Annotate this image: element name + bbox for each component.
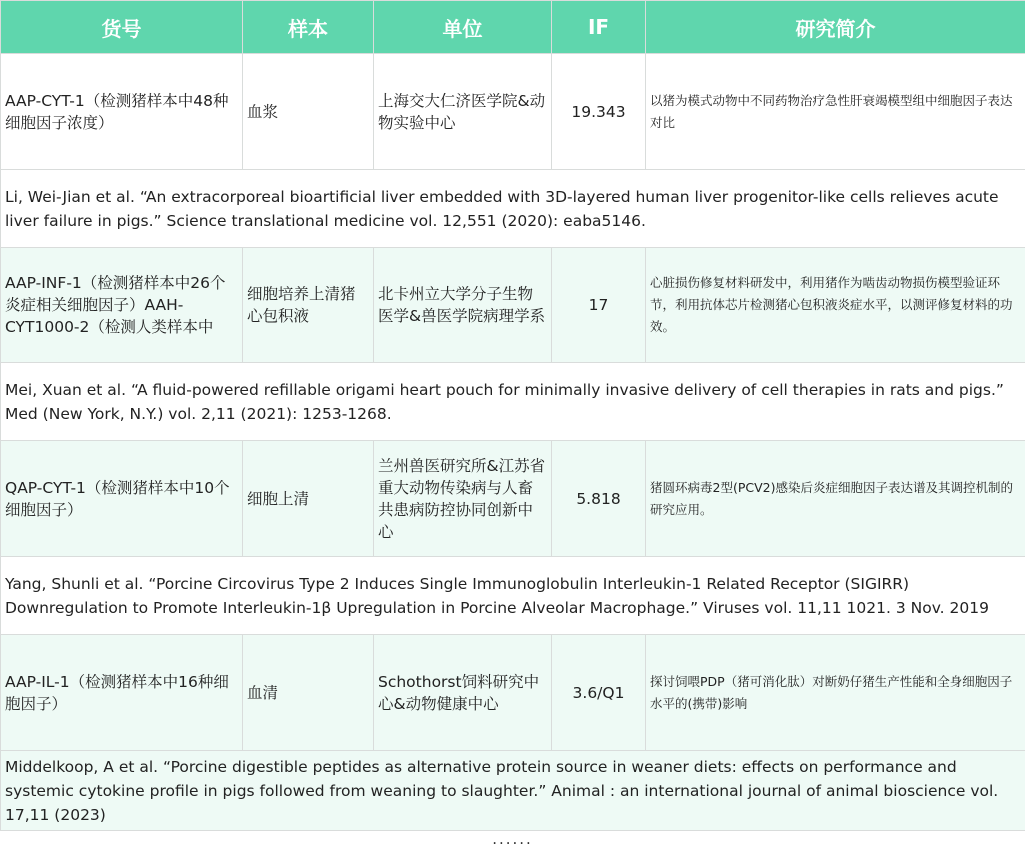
impact-factor: 19.343 <box>552 54 646 170</box>
research-intro: 探讨饲喂PDP（猪可消化肽）对断奶仔猪生产性能和全身细胞因子水平的(携带)影响 <box>646 635 1025 751</box>
research-intro: 心脏损伤修复材料研发中，利用猪作为啮齿动物损伤模型验证环节，利用抗体芯片检测猪心包积液炎症水平，以测评修复材料的功效。 <box>646 248 1025 363</box>
research-intro: 以猪为模式动物中不同药物治疗急性肝衰竭模型组中细胞因子表达对比 <box>646 54 1025 170</box>
sample-type: 血浆 <box>243 54 374 170</box>
header-if: IF <box>552 1 646 54</box>
reference-row <box>1 751 1025 831</box>
reference-text: Li, Wei-Jian et al. “An extracorporeal bioartificial liver embedded with 3D-layered human liver progenitor-like cells relieves acute liver failure in pigs.” Science translational medicine vol. 12,551 (2020): eaba5146. <box>1 170 1025 248</box>
reference-text: Mei, Xuan et al. “A fluid-powered refillable origami heart pouch for minimally invasive delivery of cell therapies in rats and pigs.” Med (New York, N.Y.) vol. 2,11 (2021): 1253-1268. <box>1 363 1025 441</box>
reference-row <box>1 170 1025 248</box>
reference-text: Yang, Shunli et al. “Porcine Circovirus Type 2 Induces Single Immunoglobulin Interleukin-1 Related Receptor (SIGIRR) Downregulation to Promote Interleukin-1β Upregulation in Porcine Alveolar Macrophage.” Viruses vol. 11,11 1021. 3 Nov. 2019 <box>1 557 1025 635</box>
table-row <box>1 54 1025 170</box>
sample-type: 细胞培养上清猪心包积液 <box>243 248 374 363</box>
table-row <box>1 635 1025 751</box>
product-code: QAP-CYT-1（检测猪样本中10个细胞因子） <box>1 441 243 557</box>
more-ellipsis: ...... <box>492 830 533 848</box>
header-row <box>1 1 1025 54</box>
institution: 北卡州立大学分子生物医学&兽医学院病理学系 <box>374 248 552 363</box>
product-code: AAP-CYT-1（检测猪样本中48种细胞因子浓度） <box>1 54 243 170</box>
impact-factor: 3.6/Q1 <box>552 635 646 751</box>
reference-text: Middelkoop, A et al. “Porcine digestible peptides as alternative protein source in weaner diets: effects on performance and systemic cytokine profile in pigs followed from weaning to slaughter.” Animal : an international journal of animal bioscience vol. 17,11 (2023) <box>1 751 1025 831</box>
header-code: 货号 <box>1 1 243 54</box>
header-sample: 样本 <box>243 1 374 54</box>
header-unit: 单位 <box>374 1 552 54</box>
institution: 上海交大仁济医学院&动物实验中心 <box>374 54 552 170</box>
reference-row <box>1 363 1025 441</box>
table-row <box>1 248 1025 363</box>
reference-row <box>1 557 1025 635</box>
research-intro: 猪圆环病毒2型(PCV2)感染后炎症细胞因子表达谱及其调控机制的研究应用。 <box>646 441 1025 557</box>
header-intro: 研究简介 <box>646 1 1025 54</box>
sample-type: 血清 <box>243 635 374 751</box>
table-row <box>1 441 1025 557</box>
institution: 兰州兽医研究所&江苏省重大动物传染病与人畜共患病防控协同创新中心 <box>374 441 552 557</box>
sample-type: 细胞上清 <box>243 441 374 557</box>
institution: Schothorst饲料研究中心&动物健康中心 <box>374 635 552 751</box>
product-code: AAP-IL-1（检测猪样本中16种细胞因子） <box>1 635 243 751</box>
impact-factor: 17 <box>552 248 646 363</box>
impact-factor: 5.818 <box>552 441 646 557</box>
product-code: AAP-INF-1（检测猪样本中26个炎症相关细胞因子）AAH-CYT1000-2（检测人类样本中 <box>1 248 243 363</box>
